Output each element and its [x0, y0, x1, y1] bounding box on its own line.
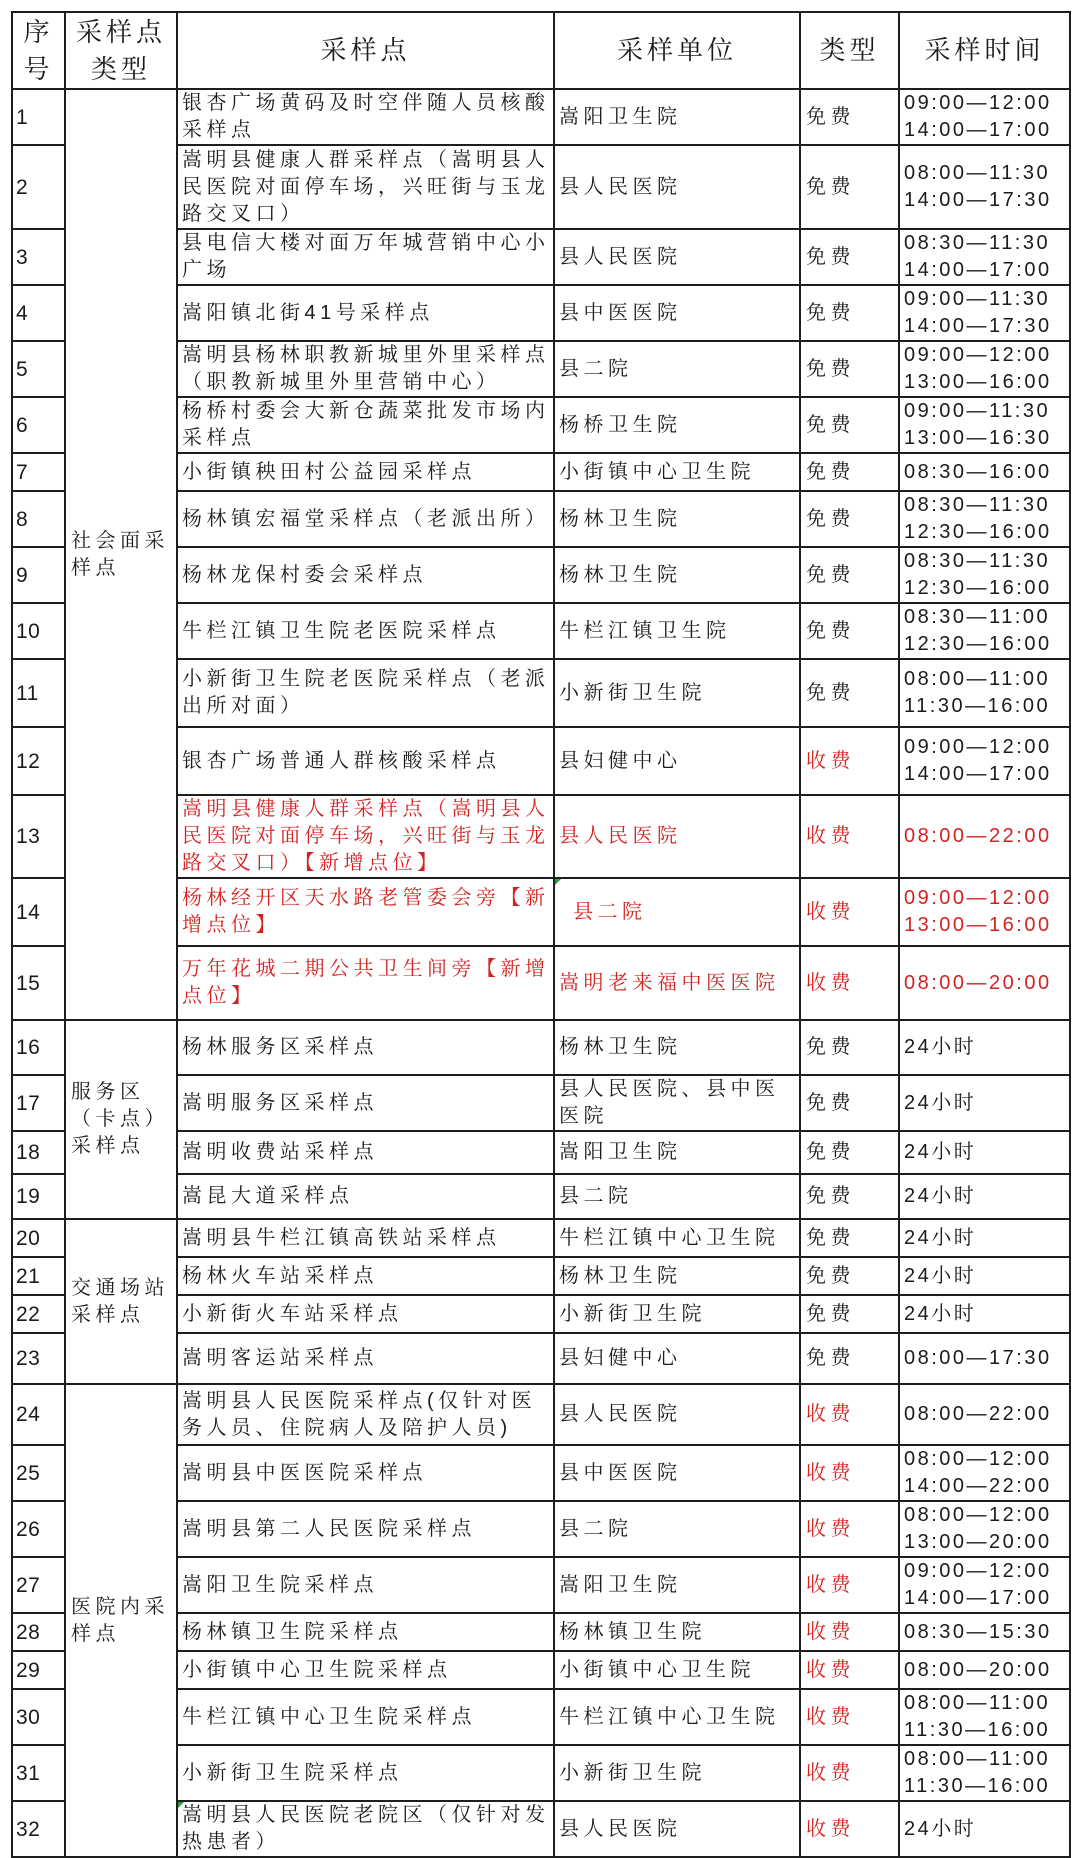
comment-marker-icon: [555, 879, 561, 885]
sampling-unit: [554, 878, 800, 946]
sampling-time: [899, 1075, 1070, 1131]
sampling-time: [899, 285, 1070, 341]
site-name: [177, 1257, 554, 1295]
row-number: 5: [12, 341, 65, 397]
site-name: [177, 1613, 554, 1651]
site-name: [177, 341, 554, 397]
sampling-unit-text: 嵩阳卫生院: [559, 1573, 682, 1596]
sampling-unit: [554, 89, 800, 145]
time-range: 24小时: [904, 1817, 977, 1840]
sampling-time: [899, 1651, 1070, 1689]
sampling-unit-text: 杨林卫生院: [559, 1264, 682, 1287]
row-number: 13: [12, 795, 65, 878]
fee-badge-charged: 收费: [800, 878, 899, 946]
sampling-time: [899, 946, 1070, 1020]
sampling-time: [899, 1333, 1070, 1384]
sampling-unit-text: 杨桥卫生院: [559, 413, 682, 436]
category-cell: 医院内采样点: [65, 1384, 177, 1857]
fee-badge-charged: 收费: [800, 946, 899, 1020]
site-name: [177, 1384, 554, 1445]
sampling-time: [899, 491, 1070, 547]
sampling-unit: [554, 1333, 800, 1384]
time-range: 09:00—12:00: [904, 344, 1052, 366]
row-number: 12: [12, 727, 65, 795]
row-number: 20: [12, 1219, 65, 1257]
time-range: 11:30—16:00: [904, 695, 1051, 717]
row-number: 19: [12, 1174, 65, 1219]
sampling-unit-text: 县二院: [573, 900, 647, 923]
sampling-unit-text: 杨林卫生院: [559, 507, 682, 530]
column-header-category: 采样点类型: [65, 12, 177, 89]
sampling-time: [899, 1501, 1070, 1557]
fee-badge-charged: 收费: [800, 1557, 899, 1613]
site-name-text: 嵩明县牛栏江镇高铁站采样点: [182, 1226, 501, 1249]
site-name: [177, 397, 554, 453]
time-range: 14:00—17:30: [904, 189, 1052, 211]
time-range: 13:00—16:30: [904, 427, 1052, 449]
time-range: 08:00—17:30: [904, 1347, 1052, 1369]
time-range: 12:30—16:00: [904, 633, 1052, 655]
time-range: 08:30—11:30: [904, 494, 1051, 516]
time-range: 09:00—12:00: [904, 1560, 1052, 1582]
category-cell: 服务区（卡点）采样点: [65, 1020, 177, 1219]
sampling-unit-text: 杨林卫生院: [559, 563, 682, 586]
sampling-unit-text: 县妇健中心: [559, 1347, 682, 1369]
column-header-unit: 采样单位: [554, 12, 800, 89]
sampling-unit: [554, 1651, 800, 1689]
site-name: [177, 1557, 554, 1613]
sampling-time: [899, 547, 1070, 603]
sampling-unit-text: 县人民医院: [559, 1817, 682, 1840]
sampling-unit: [554, 547, 800, 603]
fee-badge-charged: 收费: [800, 1689, 899, 1745]
time-range: 08:00—20:00: [904, 1658, 1052, 1681]
sampling-time: [899, 341, 1070, 397]
site-name-text: 嵩明县健康人群采样点（嵩明县人民医院对面停车场，兴旺街与玉龙路交叉口）: [182, 148, 550, 225]
sampling-unit: [554, 1257, 800, 1295]
site-name-text: 银杏广场黄码及时空伴随人员核酸采样点: [182, 92, 550, 141]
sampling-unit-text: 小街镇中心卫生院: [559, 1658, 755, 1681]
row-number: 24: [12, 1384, 65, 1445]
fee-badge-charged: 收费: [800, 1445, 899, 1501]
time-range: 24小时: [904, 1226, 977, 1249]
fee-badge-charged: 收费: [800, 1801, 899, 1857]
sampling-unit-text: 牛栏江镇中心卫生院: [559, 1226, 780, 1249]
site-name: [177, 946, 554, 1020]
sampling-unit: [554, 1384, 800, 1445]
column-header-site: 采样点: [177, 12, 554, 89]
sampling-time: [899, 1131, 1070, 1174]
site-name: [177, 1689, 554, 1745]
site-name-text: 银杏广场普通人群核酸采样点: [182, 749, 501, 772]
time-range: 09:00—12:00: [904, 887, 1052, 909]
row-number: 17: [12, 1075, 65, 1131]
site-name-text: 杨林服务区采样点: [182, 1036, 378, 1058]
site-name-text: 嵩明县中医医院采样点: [182, 1461, 427, 1484]
column-header-no: 序号: [12, 12, 65, 89]
fee-badge-free: 免费: [800, 229, 899, 285]
sampling-unit: [554, 1689, 800, 1745]
table-row: [12, 89, 1070, 145]
time-range: 08:00—11:00: [904, 1748, 1051, 1770]
sampling-time: [899, 1613, 1070, 1651]
sampling-unit-text: 县妇健中心: [559, 749, 682, 772]
row-number: 28: [12, 1613, 65, 1651]
site-name: [177, 285, 554, 341]
sampling-time: [899, 1257, 1070, 1295]
time-range: 24小时: [904, 1091, 977, 1114]
site-name: [177, 145, 554, 229]
sampling-time: [899, 1384, 1070, 1445]
fee-badge-free: 免费: [800, 145, 899, 229]
fee-badge-free: 免费: [800, 397, 899, 453]
sampling-unit: [554, 603, 800, 659]
row-number: 14: [12, 878, 65, 946]
row-number: 26: [12, 1501, 65, 1557]
time-range: 08:30—15:30: [904, 1620, 1052, 1643]
sampling-unit: [554, 1295, 800, 1333]
site-name: [177, 727, 554, 795]
fee-badge-free: 免费: [800, 1295, 899, 1333]
site-name-text: 小街镇中心卫生院采样点: [182, 1658, 452, 1681]
row-number: 4: [12, 285, 65, 341]
table-row: [12, 1384, 1070, 1445]
site-name-text: 杨林经开区天水路老管委会旁【新增点位】: [182, 887, 550, 936]
sampling-unit-text: 嵩明老来福中医医院: [559, 971, 780, 994]
fee-badge-charged: 收费: [800, 795, 899, 878]
fee-badge-free: 免费: [800, 1020, 899, 1075]
row-number: 6: [12, 397, 65, 453]
row-number: 15: [12, 946, 65, 1020]
site-name: [177, 1745, 554, 1801]
time-range: 14:00—22:00: [904, 1475, 1052, 1497]
column-header-type: 类型: [800, 12, 899, 89]
sampling-time: [899, 1689, 1070, 1745]
sampling-unit-text: 牛栏江镇中心卫生院: [559, 1705, 780, 1728]
time-range: 08:30—16:00: [904, 460, 1052, 483]
site-name-text: 嵩昆大道采样点: [182, 1185, 354, 1207]
sampling-unit-text: 小新街卫生院: [559, 1761, 706, 1784]
sampling-unit: [554, 1501, 800, 1557]
site-name-text: 县电信大楼对面万年城营销中心小广场: [182, 232, 550, 281]
table-row: [12, 1219, 1070, 1257]
sampling-unit-text: 县中医医院: [559, 1461, 682, 1484]
time-range: 08:00—12:00: [904, 1504, 1052, 1526]
sampling-unit-text: 县人民医院: [559, 825, 682, 847]
row-number: 31: [12, 1745, 65, 1801]
sampling-unit: [554, 397, 800, 453]
time-range: 09:00—12:00: [904, 736, 1052, 758]
row-number: 18: [12, 1131, 65, 1174]
site-name: [177, 453, 554, 491]
sampling-unit: [554, 795, 800, 878]
sampling-time: [899, 229, 1070, 285]
row-number: 2: [12, 145, 65, 229]
sampling-time: [899, 1174, 1070, 1219]
row-number: 11: [12, 659, 65, 727]
sampling-unit-text: 县中医医院: [559, 301, 682, 324]
time-range: 14:00—17:30: [904, 315, 1052, 337]
sampling-unit: [554, 229, 800, 285]
site-name: [177, 1333, 554, 1384]
sampling-unit-text: 县人民医院: [559, 175, 682, 198]
time-range: 08:30—11:30: [904, 550, 1051, 572]
fee-badge-free: 免费: [800, 1131, 899, 1174]
site-name: [177, 1131, 554, 1174]
sampling-unit-text: 县二院: [559, 357, 633, 380]
row-number: 32: [12, 1801, 65, 1857]
sampling-time: [899, 1801, 1070, 1857]
sampling-unit: [554, 1174, 800, 1219]
time-range: 14:00—17:00: [904, 763, 1052, 785]
sampling-unit: [554, 341, 800, 397]
sampling-unit-text: 县人民医院: [559, 1403, 682, 1425]
sampling-time: [899, 1745, 1070, 1801]
site-name-text: 嵩阳镇北街41号采样点: [182, 301, 434, 324]
sampling-unit: [554, 491, 800, 547]
sampling-unit-text: 县人民医院: [559, 245, 682, 268]
column-header-time: 采样时间: [899, 12, 1070, 89]
sampling-unit-text: 牛栏江镇卫生院: [559, 619, 731, 642]
sampling-time: [899, 453, 1070, 491]
site-name: [177, 491, 554, 547]
site-name-text: 嵩明客运站采样点: [182, 1347, 378, 1369]
site-name: [177, 878, 554, 946]
sampling-unit-text: 杨林镇卫生院: [559, 1620, 706, 1643]
category-cell: 社会面采样点: [65, 89, 177, 1020]
fee-badge-free: 免费: [800, 603, 899, 659]
sampling-time: [899, 727, 1070, 795]
site-name-text: 杨林火车站采样点: [182, 1264, 378, 1287]
time-range: 09:00—11:30: [904, 288, 1051, 310]
site-name: [177, 547, 554, 603]
site-name: [177, 229, 554, 285]
sampling-time: [899, 1219, 1070, 1257]
fee-badge-charged: 收费: [800, 1613, 899, 1651]
time-range: 14:00—17:00: [904, 119, 1052, 141]
row-number: 21: [12, 1257, 65, 1295]
site-name-text: 嵩明服务区采样点: [182, 1091, 378, 1114]
table-row: [12, 1020, 1070, 1075]
sampling-time: [899, 1020, 1070, 1075]
table-body: [12, 89, 1070, 1857]
comment-marker-icon: [178, 1802, 184, 1808]
fee-badge-free: 免费: [800, 341, 899, 397]
sampling-unit: [554, 1219, 800, 1257]
sampling-unit: [554, 1613, 800, 1651]
row-number: 30: [12, 1689, 65, 1745]
time-range: 12:30—16:00: [904, 521, 1052, 543]
sampling-time: [899, 1295, 1070, 1333]
site-name-text: 小新街卫生院采样点: [182, 1761, 403, 1784]
row-number: 25: [12, 1445, 65, 1501]
time-range: 08:00—11:30: [904, 162, 1051, 184]
time-range: 08:30—11:00: [904, 606, 1051, 628]
site-name-text: 嵩明县人民医院老院区（仅针对发热患者）: [182, 1804, 550, 1853]
time-range: 13:00—16:00: [904, 371, 1052, 393]
site-name: [177, 1295, 554, 1333]
time-range: 24小时: [904, 1302, 977, 1325]
time-range: 12:30—16:00: [904, 577, 1052, 599]
time-range: 14:00—17:00: [904, 259, 1052, 281]
sampling-time: [899, 659, 1070, 727]
sampling-unit-text: 杨林卫生院: [559, 1036, 682, 1058]
site-name-text: 小新街火车站采样点: [182, 1302, 403, 1325]
sampling-time: [899, 1445, 1070, 1501]
fee-badge-charged: 收费: [800, 727, 899, 795]
fee-badge-free: 免费: [800, 285, 899, 341]
site-name: [177, 795, 554, 878]
sampling-time: [899, 1557, 1070, 1613]
sampling-unit: [554, 1131, 800, 1174]
row-number: 23: [12, 1333, 65, 1384]
sampling-unit-text: 小街镇中心卫生院: [559, 460, 755, 483]
site-name: [177, 603, 554, 659]
site-name: [177, 89, 554, 145]
row-number: 29: [12, 1651, 65, 1689]
sampling-time: [899, 603, 1070, 659]
fee-badge-free: 免费: [800, 491, 899, 547]
row-number: 10: [12, 603, 65, 659]
site-name: [177, 1651, 554, 1689]
time-range: 24小时: [904, 1264, 977, 1287]
sampling-unit: [554, 1557, 800, 1613]
sampling-unit: [554, 453, 800, 491]
fee-badge-free: 免费: [800, 659, 899, 727]
site-name-text: 嵩明收费站采样点: [182, 1141, 378, 1163]
site-name-text: 小新街卫生院老医院采样点（老派出所对面）: [182, 668, 550, 717]
sampling-unit-text: 县人民医院、县中医医院: [559, 1078, 780, 1127]
sampling-unit: [554, 659, 800, 727]
time-range: 08:00—11:00: [904, 1692, 1051, 1714]
site-name-text: 杨林龙保村委会采样点: [182, 563, 427, 586]
site-name: [177, 1075, 554, 1131]
row-number: 1: [12, 89, 65, 145]
fee-badge-free: 免费: [800, 1257, 899, 1295]
fee-badge-charged: 收费: [800, 1651, 899, 1689]
sampling-sites-table: [11, 11, 1071, 1858]
sampling-time: [899, 878, 1070, 946]
site-name-text: 嵩明县健康人群采样点（嵩明县人民医院对面停车场，兴旺街与玉龙路交叉口）【新增点位】: [182, 798, 550, 874]
site-name: [177, 1020, 554, 1075]
site-name-text: 杨桥村委会大新仓蔬菜批发市场内采样点: [182, 400, 550, 449]
time-range: 08:00—11:00: [904, 668, 1051, 690]
time-range: 08:00—20:00: [904, 971, 1052, 994]
sampling-unit: [554, 1745, 800, 1801]
sampling-unit-text: 小新街卫生院: [559, 681, 706, 704]
site-name: [177, 659, 554, 727]
time-range: 11:30—16:00: [904, 1775, 1051, 1797]
sampling-unit-text: 县二院: [559, 1185, 633, 1207]
sampling-unit-text: 嵩阳卫生院: [559, 105, 682, 128]
row-number: 16: [12, 1020, 65, 1075]
time-range: 08:00—22:00: [904, 825, 1052, 847]
site-name-text: 嵩阳卫生院采样点: [182, 1573, 378, 1596]
time-range: 24小时: [904, 1141, 977, 1163]
fee-badge-charged: 收费: [800, 1501, 899, 1557]
site-name: [177, 1501, 554, 1557]
row-number: 27: [12, 1557, 65, 1613]
sampling-unit: [554, 145, 800, 229]
sampling-unit-text: 小新街卫生院: [559, 1302, 706, 1325]
site-name: [177, 1219, 554, 1257]
fee-badge-charged: 收费: [800, 1745, 899, 1801]
site-name-text: 牛栏江镇卫生院老医院采样点: [182, 619, 501, 642]
sampling-time: [899, 145, 1070, 229]
site-name-text: 杨林镇宏福堂采样点（老派出所）: [182, 507, 550, 530]
row-number: 22: [12, 1295, 65, 1333]
row-number: 7: [12, 453, 65, 491]
site-name-text: 嵩明县第二人民医院采样点: [182, 1517, 476, 1540]
site-name: [177, 1445, 554, 1501]
time-range: 09:00—11:30: [904, 400, 1051, 422]
time-range: 24小时: [904, 1036, 977, 1058]
sampling-time: [899, 89, 1070, 145]
row-number: 3: [12, 229, 65, 285]
site-name-text: 杨林镇卫生院采样点: [182, 1620, 403, 1643]
time-range: 11:30—16:00: [904, 1719, 1051, 1741]
time-range: 13:00—20:00: [904, 1531, 1052, 1553]
time-range: 14:00—17:00: [904, 1587, 1052, 1609]
fee-badge-free: 免费: [800, 453, 899, 491]
site-name-text: 嵩明县人民医院采样点(仅针对医务人员、住院病人及陪护人员): [182, 1389, 537, 1439]
site-name-text: 万年花城二期公共卫生间旁【新增点位】: [182, 958, 550, 1007]
time-range: 08:30—11:30: [904, 232, 1051, 254]
site-name-text: 嵩明县杨林职教新城里外里采样点（职教新城里外里营销中心）: [182, 344, 550, 393]
sampling-time: [899, 795, 1070, 878]
time-range: 08:00—12:00: [904, 1448, 1052, 1470]
time-range: 13:00—16:00: [904, 914, 1052, 936]
fee-badge-free: 免费: [800, 89, 899, 145]
sampling-unit: [554, 1445, 800, 1501]
fee-badge-charged: 收费: [800, 1384, 899, 1445]
site-name-text: 小街镇秧田村公益园采样点: [182, 460, 476, 483]
sampling-time: [899, 397, 1070, 453]
fee-badge-free: 免费: [800, 547, 899, 603]
sampling-unit: [554, 727, 800, 795]
site-name: [177, 1801, 554, 1857]
site-name: [177, 1174, 554, 1219]
header-row: [12, 12, 1070, 89]
fee-badge-free: 免费: [800, 1075, 899, 1131]
time-range: 09:00—12:00: [904, 92, 1052, 114]
sampling-unit: [554, 1801, 800, 1857]
sampling-unit: [554, 946, 800, 1020]
row-number: 8: [12, 491, 65, 547]
row-number: 9: [12, 547, 65, 603]
sampling-unit-text: 县二院: [559, 1517, 633, 1540]
time-range: 08:00—22:00: [904, 1403, 1052, 1425]
sampling-unit: [554, 1020, 800, 1075]
fee-badge-free: 免费: [800, 1219, 899, 1257]
time-range: 24小时: [904, 1185, 977, 1207]
fee-badge-free: 免费: [800, 1174, 899, 1219]
category-cell: 交通场站采样点: [65, 1219, 177, 1384]
sampling-unit: [554, 1075, 800, 1131]
fee-badge-free: 免费: [800, 1333, 899, 1384]
site-name-text: 牛栏江镇中心卫生院采样点: [182, 1705, 476, 1728]
sampling-unit: [554, 285, 800, 341]
sampling-unit-text: 嵩阳卫生院: [559, 1141, 682, 1163]
